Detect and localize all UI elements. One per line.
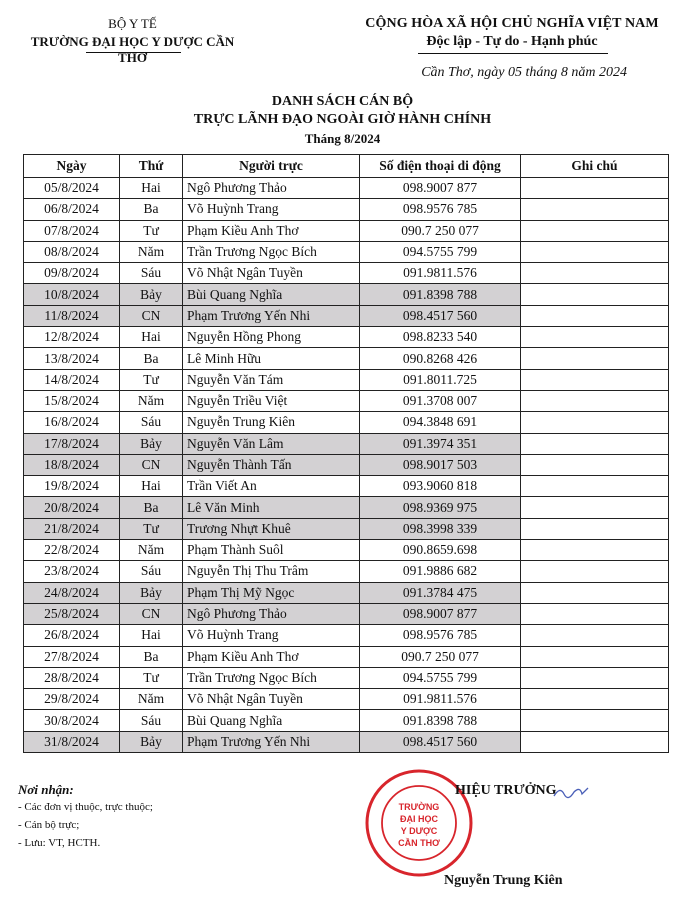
cell-person: Nguyễn Thị Thu Trâm — [183, 561, 360, 582]
table-row — [24, 178, 669, 199]
cell-phone: 091.8011.725 — [360, 369, 521, 390]
cell-weekday: Hai — [120, 178, 183, 199]
cell-phone: 091.9811.576 — [360, 263, 521, 284]
cell-phone: 093.9060 818 — [360, 476, 521, 497]
national-motto: Độc lập - Tự do - Hạnh phúc — [426, 34, 598, 49]
cell-weekday: Tư — [120, 667, 183, 688]
cell-date: 17/8/2024 — [24, 433, 120, 454]
document-title: DANH SÁCH CÁN BỘ — [271, 94, 414, 109]
cell-date: 25/8/2024 — [24, 603, 120, 624]
cell-note — [521, 476, 669, 497]
cell-weekday: Tư — [120, 220, 183, 241]
cell-phone: 091.8398 788 — [360, 710, 521, 731]
cell-note — [521, 454, 669, 475]
cell-note — [521, 369, 669, 390]
cell-date: 12/8/2024 — [24, 327, 120, 348]
cell-phone: 091.8398 788 — [360, 284, 521, 305]
cell-person: Võ Nhật Ngân Tuyền — [183, 263, 360, 284]
cell-person: Nguyễn Triều Việt — [183, 390, 360, 411]
cell-note — [521, 518, 669, 539]
cell-person: Lê Văn Minh — [183, 497, 360, 518]
school-underline — [86, 52, 181, 53]
cell-note — [521, 603, 669, 624]
cell-person: Nguyễn Hồng Phong — [183, 327, 360, 348]
table-row — [24, 476, 669, 497]
cell-person: Phạm Kiều Anh Thơ — [183, 646, 360, 667]
cell-weekday: Hai — [120, 625, 183, 646]
cell-weekday: Sáu — [120, 412, 183, 433]
header-date: Ngày — [24, 155, 120, 178]
cell-note — [521, 327, 669, 348]
cell-date: 06/8/2024 — [24, 199, 120, 220]
table-row — [24, 433, 669, 454]
cell-person: Phạm Kiều Anh Thơ — [183, 220, 360, 241]
table-row — [24, 710, 669, 731]
cell-weekday: CN — [120, 603, 183, 624]
header-weekday: Thứ — [120, 155, 183, 178]
cell-weekday: Bảy — [120, 433, 183, 454]
cell-person: Lê Minh Hữu — [183, 348, 360, 369]
cell-date: 31/8/2024 — [24, 731, 120, 752]
cell-person: Nguyễn Trung Kiên — [183, 412, 360, 433]
signer-name: Nguyễn Trung Kiên — [444, 873, 563, 888]
school-name: TRƯỜNG ĐẠI HỌC Y DƯỢC CẦN THƠ — [30, 34, 235, 65]
cell-person: Phạm Trương Yến Nhi — [183, 305, 360, 326]
seal-text-line: TRƯỜNG — [398, 802, 440, 812]
table-row — [24, 667, 669, 688]
header-phone: Số điện thoại di động — [360, 155, 521, 178]
table-row — [24, 390, 669, 411]
table-row — [24, 646, 669, 667]
cell-person: Nguyễn Văn Tám — [183, 369, 360, 390]
cell-phone: 098.9017 503 — [360, 454, 521, 475]
table-row — [24, 582, 669, 603]
cell-note — [521, 241, 669, 262]
cell-date: 10/8/2024 — [24, 284, 120, 305]
cell-weekday: Năm — [120, 689, 183, 710]
cell-weekday: Ba — [120, 497, 183, 518]
table-row — [24, 369, 669, 390]
cell-date: 14/8/2024 — [24, 369, 120, 390]
table-row — [24, 497, 669, 518]
cell-phone: 098.9007 877 — [360, 178, 521, 199]
cell-date: 28/8/2024 — [24, 667, 120, 688]
recipient-item: - Lưu: VT, HCTH. — [18, 837, 101, 849]
cell-date: 11/8/2024 — [24, 305, 120, 326]
cell-note — [521, 689, 669, 710]
cell-weekday: Năm — [120, 241, 183, 262]
cell-person: Võ Huỳnh Trang — [183, 199, 360, 220]
cell-date: 19/8/2024 — [24, 476, 120, 497]
cell-person: Võ Nhật Ngân Tuyền — [183, 689, 360, 710]
cell-date: 13/8/2024 — [24, 348, 120, 369]
cell-note — [521, 220, 669, 241]
cell-note — [521, 710, 669, 731]
table-row — [24, 518, 669, 539]
table-row — [24, 348, 669, 369]
table-header-row — [24, 155, 669, 178]
seal-text-line: ĐẠI HỌC — [400, 814, 438, 824]
table-row — [24, 689, 669, 710]
cell-note — [521, 582, 669, 603]
recipient-item: - Các đơn vị thuộc, trực thuộc; — [18, 801, 153, 813]
cell-weekday: Tư — [120, 518, 183, 539]
cell-person: Trần Viết An — [183, 476, 360, 497]
cell-phone: 098.8233 540 — [360, 327, 521, 348]
cell-note — [521, 305, 669, 326]
table-row — [24, 199, 669, 220]
header-note: Ghi chú — [521, 155, 669, 178]
cell-weekday: Hai — [120, 327, 183, 348]
cell-note — [521, 433, 669, 454]
cell-phone: 094.5755 799 — [360, 241, 521, 262]
seal-text-line: Y DƯỢC — [400, 826, 438, 836]
cell-date: 30/8/2024 — [24, 710, 120, 731]
cell-phone: 098.4517 560 — [360, 731, 521, 752]
cell-weekday: Bảy — [120, 582, 183, 603]
cell-weekday: Ba — [120, 348, 183, 369]
cell-note — [521, 497, 669, 518]
cell-note — [521, 646, 669, 667]
cell-person: Võ Huỳnh Trang — [183, 625, 360, 646]
cell-weekday: Năm — [120, 540, 183, 561]
cell-note — [521, 390, 669, 411]
cell-date: 15/8/2024 — [24, 390, 120, 411]
cell-phone: 098.9369 975 — [360, 497, 521, 518]
signature-icon — [552, 782, 592, 802]
table-row — [24, 561, 669, 582]
cell-weekday: Sáu — [120, 710, 183, 731]
cell-date: 24/8/2024 — [24, 582, 120, 603]
cell-phone: 091.3974 351 — [360, 433, 521, 454]
cell-phone: 090.7 250 077 — [360, 646, 521, 667]
table-body — [24, 178, 669, 753]
table-row — [24, 220, 669, 241]
recipients-title: Nơi nhận: — [18, 782, 74, 797]
cell-note — [521, 540, 669, 561]
cell-note — [521, 731, 669, 752]
cell-note — [521, 178, 669, 199]
cell-person: Ngô Phương Thảo — [183, 178, 360, 199]
cell-person: Nguyễn Văn Lâm — [183, 433, 360, 454]
cell-date: 07/8/2024 — [24, 220, 120, 241]
cell-person: Ngô Phương Thảo — [183, 603, 360, 624]
cell-weekday: CN — [120, 305, 183, 326]
cell-note — [521, 284, 669, 305]
cell-phone: 091.9886 682 — [360, 561, 521, 582]
table-row — [24, 731, 669, 752]
cell-weekday: Bảy — [120, 731, 183, 752]
cell-date: 16/8/2024 — [24, 412, 120, 433]
cell-phone: 094.3848 691 — [360, 412, 521, 433]
cell-note — [521, 667, 669, 688]
cell-phone: 098.3998 339 — [360, 518, 521, 539]
cell-phone: 098.9576 785 — [360, 199, 521, 220]
table-row — [24, 284, 669, 305]
duty-schedule-table — [23, 154, 669, 753]
cell-date: 21/8/2024 — [24, 518, 120, 539]
cell-person: Phạm Trương Yến Nhi — [183, 731, 360, 752]
table-row — [24, 327, 669, 348]
cell-person: Phạm Thị Mỹ Ngọc — [183, 582, 360, 603]
cell-weekday: Ba — [120, 199, 183, 220]
cell-phone: 090.8659.698 — [360, 540, 521, 561]
cell-person: Trần Trương Ngọc Bích — [183, 667, 360, 688]
document-subtitle: TRỰC LÃNH ĐẠO NGOÀI GIỜ HÀNH CHÍNH — [193, 112, 492, 127]
table-row — [24, 603, 669, 624]
cell-weekday: CN — [120, 454, 183, 475]
table-row — [24, 412, 669, 433]
cell-person: Bùi Quang Nghĩa — [183, 710, 360, 731]
cell-phone: 098.9576 785 — [360, 625, 521, 646]
table-row — [24, 241, 669, 262]
cell-person: Trương Nhựt Khuê — [183, 518, 360, 539]
ministry-name: BỘ Y TẾ — [108, 16, 157, 31]
cell-phone: 091.9811.576 — [360, 689, 521, 710]
cell-weekday: Hai — [120, 476, 183, 497]
national-title: CỘNG HÒA XÃ HỘI CHỦ NGHĨA VIỆT NAM — [365, 16, 659, 31]
table-row — [24, 305, 669, 326]
cell-person: Nguyễn Thành Tấn — [183, 454, 360, 475]
cell-phone: 094.5755 799 — [360, 667, 521, 688]
place-date: Cần Thơ, ngày 05 tháng 8 năm 2024 — [421, 65, 627, 80]
cell-date: 27/8/2024 — [24, 646, 120, 667]
cell-phone: 098.9007 877 — [360, 603, 521, 624]
cell-date: 22/8/2024 — [24, 540, 120, 561]
cell-person: Bùi Quang Nghĩa — [183, 284, 360, 305]
cell-note — [521, 412, 669, 433]
cell-phone: 091.3784 475 — [360, 582, 521, 603]
cell-phone: 090.7 250 077 — [360, 220, 521, 241]
cell-date: 26/8/2024 — [24, 625, 120, 646]
table-row — [24, 454, 669, 475]
recipient-item: - Cán bộ trực; — [18, 819, 80, 831]
cell-person: Phạm Thành Suôl — [183, 540, 360, 561]
cell-note — [521, 625, 669, 646]
document-month: Tháng 8/2024 — [304, 131, 381, 146]
cell-date: 08/8/2024 — [24, 241, 120, 262]
cell-date: 20/8/2024 — [24, 497, 120, 518]
table-row — [24, 263, 669, 284]
cell-date: 23/8/2024 — [24, 561, 120, 582]
motto-underline — [418, 53, 608, 54]
cell-note — [521, 263, 669, 284]
cell-phone: 090.8268 426 — [360, 348, 521, 369]
cell-person: Trần Trương Ngọc Bích — [183, 241, 360, 262]
cell-date: 09/8/2024 — [24, 263, 120, 284]
signer-title: HIỆU TRƯỞNG — [455, 783, 557, 798]
seal-text-line: CẦN THƠ — [398, 838, 440, 848]
cell-weekday: Sáu — [120, 263, 183, 284]
table-row — [24, 540, 669, 561]
cell-weekday: Ba — [120, 646, 183, 667]
cell-note — [521, 199, 669, 220]
table-row — [24, 625, 669, 646]
cell-date: 05/8/2024 — [24, 178, 120, 199]
cell-weekday: Bảy — [120, 284, 183, 305]
header-person: Người trực — [183, 155, 360, 178]
cell-weekday: Sáu — [120, 561, 183, 582]
cell-date: 29/8/2024 — [24, 689, 120, 710]
cell-phone: 091.3708 007 — [360, 390, 521, 411]
cell-weekday: Năm — [120, 390, 183, 411]
cell-note — [521, 348, 669, 369]
cell-phone: 098.4517 560 — [360, 305, 521, 326]
cell-weekday: Tư — [120, 369, 183, 390]
cell-note — [521, 561, 669, 582]
cell-date: 18/8/2024 — [24, 454, 120, 475]
